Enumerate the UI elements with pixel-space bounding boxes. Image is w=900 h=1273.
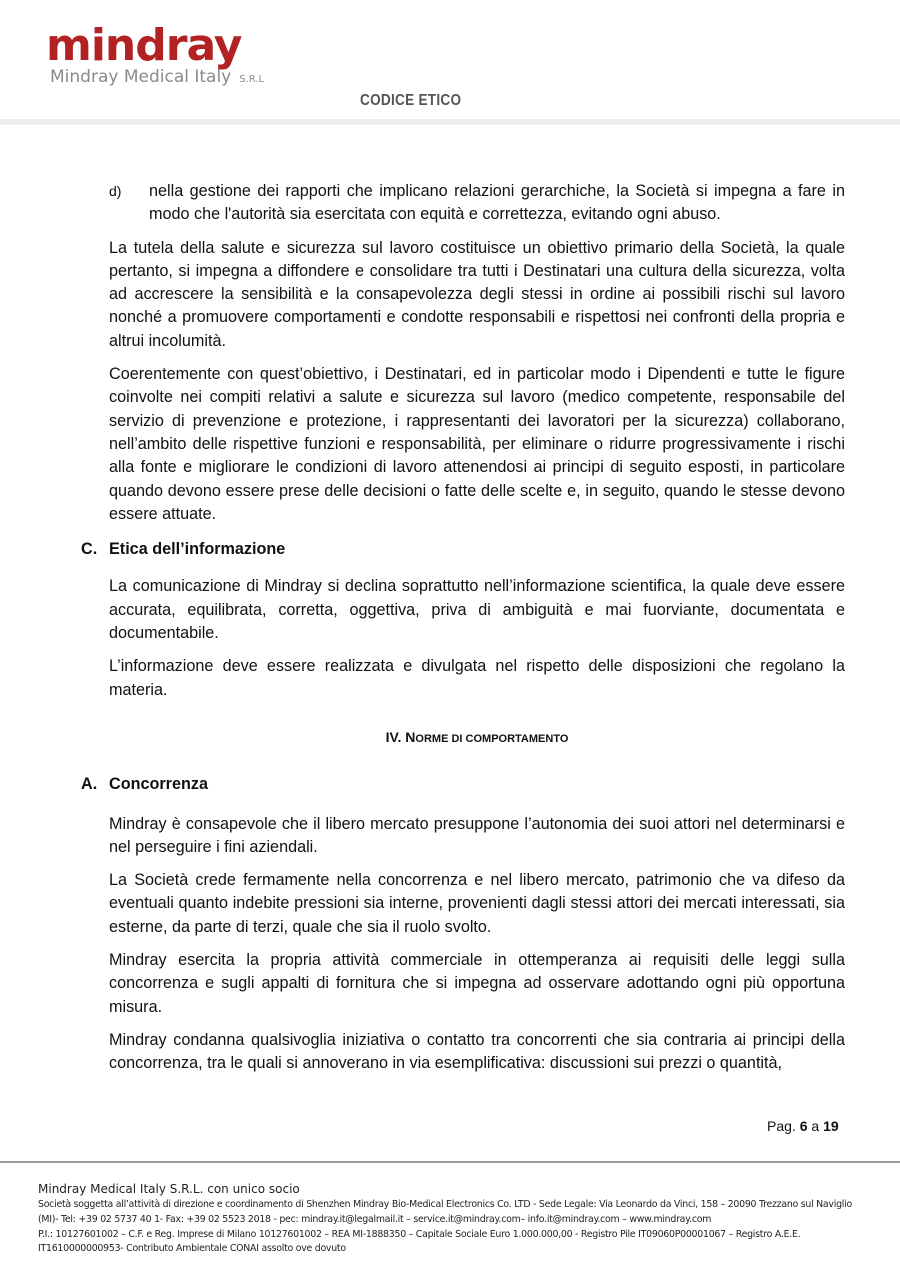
- list-item-d: [109, 180, 845, 227]
- list-item-text: nella gestione dei rapporti che implicano relazioni gerarchiche, la Società si impegna a fare in modo che l'autorità sia esercitata con equità e correttezza, evitando ogni abuso.: [149, 182, 845, 224]
- logo-company-name: Mindray Medical Italy: [50, 67, 232, 87]
- footer-line: P.I.: 10127601002 – C.F. e Reg. Imprese di Milano 10127601002 – REA MI-1888350 – Capitale Sociale Euro 1.000.000,00 - Registro Pile IT09060P00001067 – Registro A.E.E.: [38, 1228, 801, 1240]
- header-divider: [0, 119, 900, 125]
- logo-suffix: S.R.L: [239, 74, 265, 85]
- section-heading-a: [81, 773, 845, 796]
- list-marker: d): [109, 183, 122, 199]
- page-current: 6: [799, 1118, 808, 1134]
- page-prefix: Pag.: [767, 1118, 796, 1134]
- page-header: [0, 0, 900, 125]
- chapter-title: ORME DI COMPORTAMENTO: [415, 732, 569, 745]
- logo-subtitle: [50, 69, 264, 86]
- page-total: 19: [823, 1118, 839, 1134]
- paragraph-competition-2: La Società crede fermamente nella concorrenza e nel libero mercato, patrimonio che va difeso da eventuali quanto indebite pressioni sia interne, provenienti dagli stessi attori dei mercati interessati, sia esterne, da parte di terzi, quale che sia il ruolo svolto.: [109, 871, 845, 936]
- section-title: Concorrenza: [109, 775, 208, 794]
- paragraph-safety-2: Coerentemente con quest’obiettivo, i Destinatari, ed in particolar modo i Dipendenti e tutte le figure coinvolte nei compiti relativi a salute e sicurezza sul lavoro (medico competente, responsabile del servizio di prevenzione e protezione, i rappresentanti dei lavoratori per la sicurezza) collaborano, nell’ambito delle rispettive funzioni e responsabilità, per eliminare o ridurre progressivamente i rischi alla fonte e migliorare le condizioni di lavoro attenendosi ai principi di seguito esposti, in particolare quando devono essere prese delle decisioni o fatte delle scelte e, in seguito, quando le stesse devono essere attuate.: [109, 365, 845, 523]
- footer-line: (MI)- Tel: +39 02 5737 40 1- Fax: +39 02 5523 2018 - pec: mindray.it@legalmail.it – service.it@mindray.com– info.it@mindray.com – www.mindray.com: [38, 1213, 712, 1225]
- section-letter: A.: [81, 775, 98, 794]
- section-heading-c: [81, 538, 845, 561]
- page-footer: [38, 1181, 878, 1257]
- mindray-logo: mindray: [46, 20, 242, 71]
- paragraph-info-2: L’informazione deve essere realizzata e divulgata nel rispetto delle disposizioni che regolano la materia.: [109, 657, 845, 699]
- document-body: [81, 180, 845, 1086]
- paragraph-info-1: La comunicazione di Mindray si declina soprattutto nell’informazione scientifica, la quale deve essere accurata, equilibrata, corretta, oggettiva, priva di ambiguità e mai fuorviante, documentata e documentabile.: [109, 577, 845, 643]
- paragraph-safety-1: La tutela della salute e sicurezza sul lavoro costituisce un obiettivo primario della Società, la quale pertanto, si impegna a diffondere e consolidare tra tutti i Destinatari una cultura della sicurezza, volta ad accrescere la sensibilità e la consapevolezza degli stessi in ordine ai possibili rischi sul lavoro nonché a promuovere comportamenti e condotte responsabili e rispettosi nei confronti della propria e altrui incolumità.: [109, 238, 845, 350]
- section-letter: C.: [81, 540, 98, 559]
- paragraph-competition-4: Mindray condanna qualsivoglia iniziativa o contatto tra concorrenti che sia contraria ai principi della concorrenza, tra le quali si annoverano in via esemplificativa: discussioni sui prezzi o quantità,: [109, 1030, 845, 1073]
- footer-company: Mindray Medical Italy S.R.L. con unico socio: [38, 1182, 300, 1196]
- footer-divider: [0, 1161, 900, 1163]
- section-title: Etica dell’informazione: [109, 540, 286, 559]
- footer-line: IT1610000000953- Contributo Ambientale CONAI assolto ove dovuto: [38, 1243, 346, 1255]
- chapter-numeral: IV. N: [385, 728, 416, 745]
- page-separator: a: [811, 1118, 820, 1134]
- paragraph-competition-1: Mindray è consapevole che il libero mercato presuppone l’autonomia dei suoi attori nel determinarsi e nel perseguire i fini aziendali.: [109, 814, 845, 856]
- page-number: [767, 1118, 839, 1134]
- chapter-heading: [109, 726, 845, 751]
- document-title: CODICE ETICO: [360, 92, 462, 109]
- paragraph-competition-3: Mindray esercita la propria attività commerciale in ottemperanza ai requisiti delle leggi sulla concorrenza e sugli appalti di fornitura che si impegna ad osservare adottando ogni più opportuna misura.: [109, 951, 845, 1016]
- footer-line: Società soggetta all’attività di direzione e coordinamento di Shenzhen Mindray Bio-Medical Electronics Co. LTD - Sede Legale: Via Leonardo da Vinci, 158 – 20090 Trezzano sul Naviglio: [38, 1199, 852, 1210]
